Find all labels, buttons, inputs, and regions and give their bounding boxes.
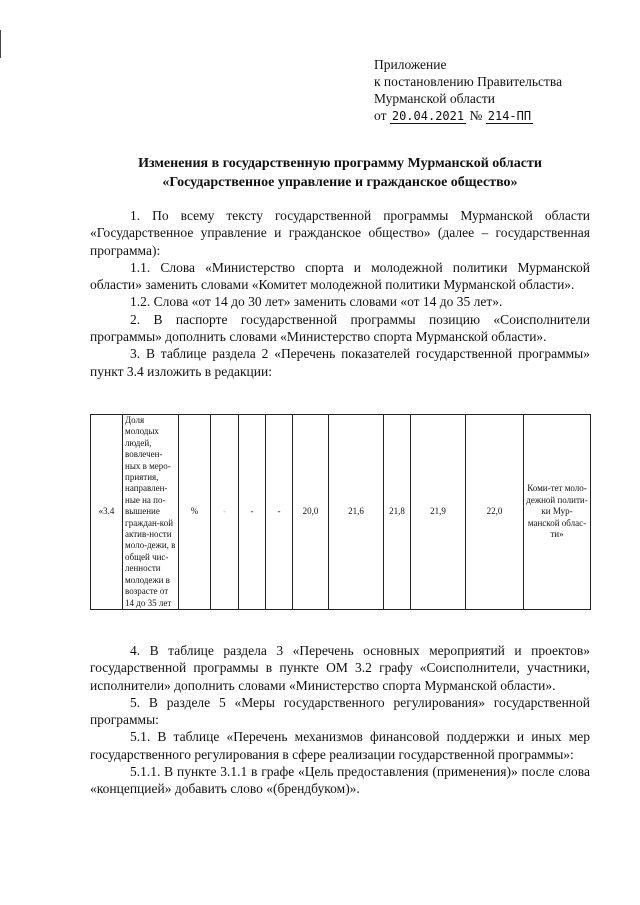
annex-line-1: Приложение xyxy=(374,57,447,72)
paragraph-5: 5. В разделе 5 «Меры государственного регулирования» государственной программы: xyxy=(90,694,590,728)
annex-header xyxy=(374,56,562,124)
document-title xyxy=(90,154,590,192)
annex-line-3: Мурманской области xyxy=(374,91,495,106)
margin-mark xyxy=(0,30,1,58)
cell-value-2: 21,6 xyxy=(329,415,384,610)
paragraph-5-1-1: 5.1.1. В пункте 3.1.1 в графе «Цель предоставления (применения)» после слова «концепцией» добавить слово «(брендбуком)». xyxy=(90,764,590,797)
table-row xyxy=(91,415,591,610)
number-prefix: № xyxy=(469,108,483,123)
body-top xyxy=(90,207,590,380)
cell-value-5: 22,0 xyxy=(466,415,524,610)
paragraph-5-1: 5.1. В таблице «Перечень механизмов финансовой поддержки и иных мер государственного регулирования в сфере реализации государственной программы»: xyxy=(90,729,590,762)
cell-value-3: 21,8 xyxy=(384,415,411,610)
annex-date-line xyxy=(374,107,562,124)
body-bottom xyxy=(90,642,590,798)
annex-date: 20.04.2021 xyxy=(391,109,465,123)
cell-blank-1: - xyxy=(211,415,239,610)
cell-organization: Коми-тет моло-дежной полити-ки Мур-манской облас-ти» xyxy=(524,415,591,610)
cell-value-4: 21,9 xyxy=(411,415,466,610)
paragraph-3: 3. В таблице раздела 2 «Перечень показателей государственной программы» пункт 3.4 изложить в редакции: xyxy=(90,346,590,379)
date-prefix: от xyxy=(374,108,387,123)
indicator-table xyxy=(90,414,591,610)
cell-value-1: 20,0 xyxy=(293,415,329,610)
annex-line-2: к постановлению Правительства xyxy=(374,74,563,89)
title-line-2: «Государственное управление и гражданское общество» xyxy=(162,175,518,190)
title-line-1: Изменения в государственную программу Мурманской области xyxy=(138,156,542,171)
cell-indicator-name: Доля молодых людей, вовлечен-ных в меро-приятия, направлен-ные на по-вышение граждан-кой актив-ности моло-дежи, в общей чис-ленности молодежи в возрасте от 14 до 35 лет xyxy=(123,415,179,610)
paragraph-1-2: 1.2. Слова «от 14 до 30 лет» заменить словами «от 14 до 35 лет». xyxy=(130,294,503,310)
paragraph-1-1: 1.1. Слова «Министерство спорта и молодежной политики Мурманской области» заменить словами «Комитет молодежной политики Мурманской области». xyxy=(90,259,590,293)
paragraph-1: 1. По всему тексту государственной программы Мурманской области «Государственное управление и гражданское общество» (далее – государственная программа): xyxy=(90,208,590,258)
cell-unit: % xyxy=(179,415,211,610)
paragraph-4: 4. В таблице раздела 3 «Перечень основных мероприятий и проектов» государственной программы в пункте ОМ 3.2 графу «Соисполнители, участники, исполнители» дополнить словами «Министерство спорта Мурманской области». xyxy=(90,643,590,693)
annex-number: 214-ПП xyxy=(487,109,532,123)
paragraph-2: 2. В паспорте государственной программы позицию «Соисполнители программы» дополнить словами «Министерство спорта Мурманской области». xyxy=(90,311,590,345)
cell-blank-3: - xyxy=(266,415,293,610)
cell-blank-2: - xyxy=(239,415,266,610)
cell-number: «3.4 xyxy=(91,415,123,610)
